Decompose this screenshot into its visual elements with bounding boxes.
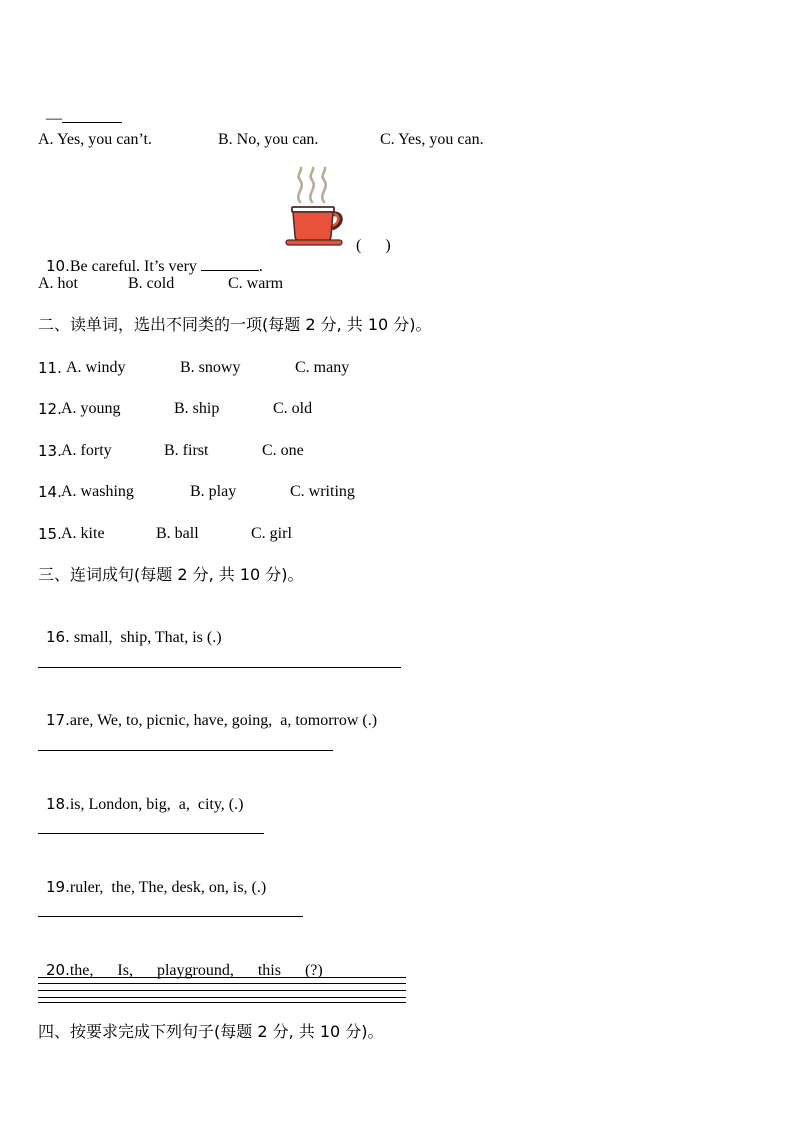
q13-option-c[interactable]: C. one	[262, 442, 304, 459]
q12-option-a[interactable]: A. young	[61, 400, 121, 417]
q11-number: 11.	[38, 359, 62, 377]
section4-title: 四、按要求完成下列句子(每题 2 分, 共 10 分)。	[38, 1022, 384, 1041]
q11-option-b[interactable]: B. snowy	[180, 359, 241, 376]
q20-words: the, Is, playground, this (?)	[69, 962, 323, 979]
steam-lines	[298, 168, 325, 202]
q20-answer-line-3[interactable]	[38, 990, 406, 991]
cup-saucer	[286, 240, 342, 245]
q15-number: 15.	[38, 525, 62, 543]
q17-number: 17.	[46, 711, 70, 729]
q13-option-a[interactable]: A. forty	[61, 442, 112, 459]
q20-answer-line-2[interactable]	[38, 983, 406, 984]
q20-answer-line-5[interactable]	[38, 1002, 406, 1003]
q9-dash: —	[46, 110, 62, 127]
q10-option-b[interactable]: B. cold	[128, 275, 175, 292]
q10-answer-blank[interactable]	[201, 256, 259, 271]
q18-answer-line[interactable]	[38, 833, 264, 834]
q9-answer-blank[interactable]	[62, 108, 122, 123]
q18-words: is, London, big, a, city, (.)	[69, 796, 244, 813]
q15-option-b[interactable]: B. ball	[156, 525, 199, 542]
q14-option-b[interactable]: B. play	[190, 483, 237, 500]
q19-question	[38, 857, 266, 898]
q20-answer-line-4[interactable]	[38, 997, 406, 998]
q20-question	[38, 940, 323, 981]
q10-answer-paren[interactable]: ( )	[356, 237, 391, 254]
q10-number: 10.	[46, 257, 70, 275]
q20-answer-line-1[interactable]	[38, 977, 406, 978]
q12-option-c[interactable]: C. old	[273, 400, 313, 417]
q9-answer-line	[38, 88, 122, 129]
q10-question	[38, 236, 263, 277]
q11-option-a[interactable]: A. windy	[66, 359, 126, 376]
q19-answer-line[interactable]	[38, 916, 303, 917]
q20-number: 20.	[46, 961, 70, 979]
q14-option-a[interactable]: A. washing	[61, 483, 134, 500]
q16-question	[38, 607, 222, 648]
q19-words: ruler, the, The, desk, on, is, (.)	[69, 879, 267, 896]
q18-question	[38, 774, 243, 815]
section2-title: 二、读单词，选出不同类的一项(每题 2 分, 共 10 分)。	[38, 315, 432, 334]
q11-option-c[interactable]: C. many	[295, 359, 350, 376]
q10-period: .	[258, 258, 263, 275]
q9-option-b[interactable]: B. No, you can.	[218, 131, 319, 148]
q19-number: 19.	[46, 878, 70, 896]
q17-question	[38, 690, 377, 731]
q15-option-a[interactable]: A. kite	[61, 525, 105, 542]
q16-number: 16.	[46, 628, 70, 646]
q12-option-b[interactable]: B. ship	[174, 400, 220, 417]
q17-words: are, We, to, picnic, have, going, a, tomorrow (.)	[69, 712, 378, 729]
q17-answer-line[interactable]	[38, 750, 333, 751]
q14-number: 14.	[38, 483, 62, 501]
q14-option-c[interactable]: C. writing	[290, 483, 355, 500]
q16-answer-line[interactable]	[38, 667, 401, 668]
hot-tea-cup-icon	[284, 166, 346, 250]
q10-option-a[interactable]: A. hot	[38, 275, 78, 292]
q10-text: Be careful. It’s very	[69, 258, 197, 275]
section3-title: 三、连词成句(每题 2 分, 共 10 分)。	[38, 565, 304, 584]
q9-option-c[interactable]: C. Yes, you can.	[380, 131, 484, 148]
cup-body	[293, 212, 333, 241]
q10-option-c[interactable]: C. warm	[228, 275, 284, 292]
q12-number: 12.	[38, 400, 62, 418]
q18-number: 18.	[46, 795, 70, 813]
q13-option-b[interactable]: B. first	[164, 442, 209, 459]
q9-option-a[interactable]: A. Yes, you can’t.	[38, 131, 152, 148]
q15-option-c[interactable]: C. girl	[251, 525, 292, 542]
q16-words: small, ship, That, is (.)	[69, 629, 222, 646]
q13-number: 13.	[38, 442, 62, 460]
